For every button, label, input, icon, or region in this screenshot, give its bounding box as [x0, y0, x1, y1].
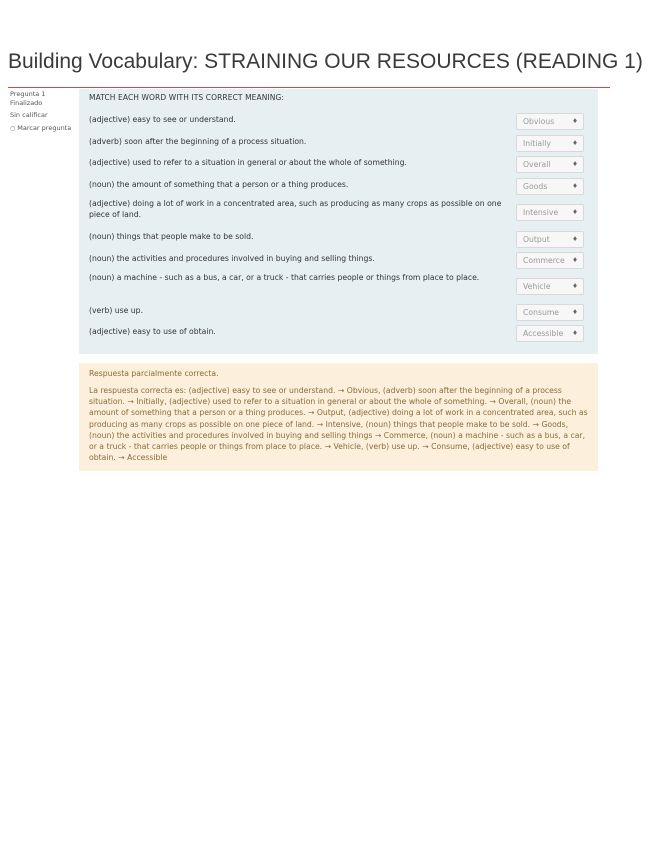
match-select-value: Accessible — [523, 329, 564, 338]
page-title: Building Vocabulary: STRAINING OUR RESOURCES (READING 1) — [8, 50, 643, 73]
updown-arrow-icon: ♦ — [572, 282, 578, 290]
updown-arrow-icon: ♦ — [572, 182, 578, 190]
question-info-panel — [10, 90, 72, 133]
match-select-value: Commerce — [523, 256, 565, 265]
match-definition: (adjective) used to refer to a situation in general or about the whole of something. — [89, 158, 407, 167]
match-definition: (adjective) doing a lot of work in a concentrated area, such as producing as many crops as possible on one piece of land. — [89, 199, 502, 219]
match-select-value: Overall — [523, 160, 551, 169]
correct-answer-text: La respuesta correcta es: (adjective) easy to see or understand. → Obvious, (adverb) soon after the beginning of a process situation. → Initially, (adjective) used to refer to a situation in general or about the whole of something. → Overall, (noun) the amount of something that a person or a thing produces. → Output, (adjective) doing a lot of work in a concentrated area, such as producing as many crops as possible on one piece of land. → Intensive, (noun) things that people make to be sold. → Goods, (noun) the activities and procedures involved in buying and selling things → Commerce, (noun) a machine - such as a bus, a car, or a truck - that carries people or things from place to place. → Vehicle, (verb) use up. → Consume, (adjective) easy to use of obtain. → Accessible — [89, 386, 588, 463]
title-divider — [8, 87, 610, 88]
match-select-value: Consume — [523, 308, 560, 317]
match-definition: (noun) things that people make to be sold. — [89, 232, 254, 241]
flag-question-link[interactable] — [10, 124, 72, 134]
match-definition: (noun) the activities and procedures involved in buying and selling things. — [89, 254, 375, 263]
match-select[interactable] — [516, 204, 584, 221]
match-select-value: Goods — [523, 182, 548, 191]
match-definition: (noun) a machine - such as a bus, a car, or a truck - that carries people or things from place to place. — [89, 273, 480, 282]
question-instruction: MATCH EACH WORD WITH ITS CORRECT MEANING: — [89, 93, 284, 102]
match-select-value: Output — [523, 235, 550, 244]
updown-arrow-icon: ♦ — [572, 160, 578, 168]
question-grade: Sin calificar — [10, 111, 48, 119]
match-select[interactable] — [516, 113, 584, 130]
updown-arrow-icon: ♦ — [572, 139, 578, 147]
match-select[interactable] — [516, 304, 584, 321]
updown-arrow-icon: ♦ — [572, 235, 578, 243]
match-definition: (adjective) easy to see or understand. — [89, 115, 236, 124]
updown-arrow-icon: ♦ — [572, 256, 578, 264]
updown-arrow-icon: ♦ — [572, 117, 578, 125]
match-select-value: Obvious — [523, 117, 555, 126]
updown-arrow-icon: ♦ — [572, 329, 578, 337]
updown-arrow-icon: ♦ — [572, 308, 578, 316]
question-state: Finalizado — [10, 98, 43, 107]
match-select[interactable] — [516, 278, 584, 295]
flag-question-label: Marcar pregunta — [17, 123, 72, 132]
match-select[interactable] — [516, 231, 584, 248]
match-select[interactable] — [516, 156, 584, 173]
match-select[interactable] — [516, 135, 584, 152]
match-select-value: Vehicle — [523, 282, 551, 291]
match-select[interactable] — [516, 252, 584, 269]
question-content — [79, 89, 598, 354]
match-definition: (noun) the amount of something that a person or a thing produces. — [89, 180, 349, 189]
updown-arrow-icon: ♦ — [572, 208, 578, 216]
feedback-panel — [79, 363, 598, 471]
match-select[interactable] — [516, 325, 584, 342]
question-number: Pregunta 1 — [10, 90, 46, 98]
match-select-value: Initially — [523, 139, 551, 148]
match-select-value: Intensive — [523, 208, 559, 217]
feedback-heading: Respuesta parcialmente correcta. — [89, 369, 219, 378]
match-select[interactable] — [516, 178, 584, 195]
match-definition: (adjective) easy to use of obtain. — [89, 327, 216, 336]
match-definition: (verb) use up. — [89, 306, 144, 315]
match-definition: (adverb) soon after the beginning of a process situation. — [89, 137, 307, 146]
flag-icon: ○ — [10, 124, 16, 132]
